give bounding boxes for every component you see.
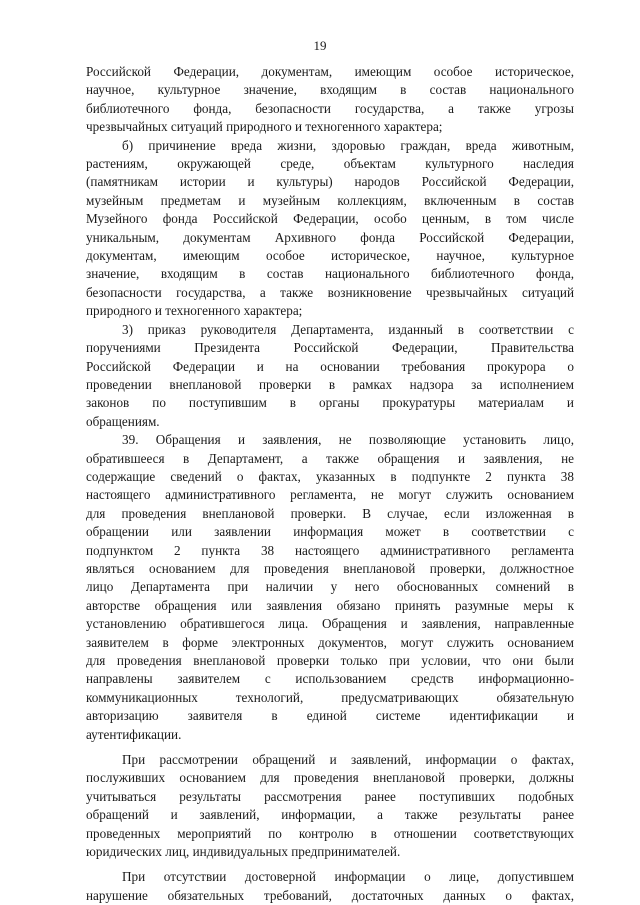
text-line: для проведения внеплановой проверки. В случае, если изложенная в (86, 505, 574, 521)
text-line: уникальным, документам Архивного фонда Российской Федерации, (86, 229, 574, 245)
text-line: учитываться результаты рассмотрения ранее поступивших подобных (86, 788, 574, 804)
text-line: обратившееся в Департамент, а также обращения и заявления, не (86, 450, 574, 466)
text-line: безопасности государства, а также возникновение чрезвычайных ситуаций (86, 284, 574, 300)
text-line: настоящего административного регламента, не могут служить основанием (86, 487, 574, 503)
paragraph (86, 431, 574, 744)
text-line: значение, входящим в состав национального библиотечного фонда, (86, 266, 574, 282)
text-line: растениям, окружающей среде, объектам культурного наследия (86, 156, 574, 172)
text-line: установлению обратившегося лица. Обращения и заявления, направленные (86, 616, 574, 632)
text-line: 39. Обращения и заявления, не позволяющие установить лицо, (122, 432, 574, 448)
text-line: являться основанием для проведения внеплановой проверки, должностное (86, 560, 574, 576)
text-line: для проведения внеплановой проверки только при условии, что они были (86, 653, 574, 668)
text-line: проведении внеплановой проверки в рамках надзора за исполнением (86, 376, 574, 392)
text-line: чрезвычайных ситуаций природного и техногенного характера; (86, 119, 443, 135)
paragraph (86, 868, 574, 905)
paragraph (86, 321, 574, 431)
text-line: авторизацию заявителя в единой системе идентификации и (86, 708, 574, 724)
text-line: обращений и заявлений, информации, а также результаты ранее (86, 807, 574, 823)
text-line: заявителем в форме электронных документов, могут служить основанием (86, 634, 574, 650)
text-line: 3) приказ руководителя Департамента, изданный в соответствии с (122, 321, 574, 337)
text-line: (памятникам истории и культуры) народов Российской Федерации, (86, 174, 574, 190)
text-line: При отсутствии достоверной информации о лице, допустившем (122, 869, 574, 885)
text-line: Российской Федерации и на основании требования прокурора о (86, 358, 574, 374)
text-line: б) причинение вреда жизни, здоровью граждан, вреда животным, (122, 137, 574, 153)
text-line: музейным предметам и музейным коллекциям, включенным в состав (86, 192, 574, 208)
text-line: обращениям. (86, 413, 160, 429)
text-line: Музейного фонда Российской Федерации, особо ценным, в том числе (86, 211, 574, 227)
text-line: лицо Департамента при наличии у него обоснованных сомнений в (86, 579, 574, 595)
text-line: проведенных мероприятий по контролю в отношении соответствующих (86, 825, 574, 841)
text-line: научное, культурное значение, входящим в состав национального (86, 82, 574, 98)
text-line: При рассмотрении обращений и заявлений, информации о фактах, (122, 752, 574, 768)
document-body (86, 63, 574, 905)
text-line: нарушение обязательных требований, достаточных данных о фактах, (86, 887, 574, 903)
text-line: коммуникационных технологий, предусматривающих обязательную (86, 689, 574, 705)
text-line: библиотечного фонда, безопасности государства, а также угрозы (86, 100, 574, 116)
text-line: обращении или заявлении информация может в соответствии с (86, 524, 574, 540)
text-line: содержащие сведений о фактах, указанных в подпункте 2 пункта 38 (86, 468, 574, 484)
text-line: природного и техногенного характера; (86, 303, 303, 319)
paragraph (86, 751, 574, 861)
text-line: подпунктом 2 пункта 38 настоящего административного регламента (86, 542, 574, 558)
page-number: 19 (313, 38, 327, 53)
text-line: авторстве обращения или заявления обязано принять разумные меры к (86, 597, 574, 613)
text-line: юридических лиц, индивидуальных предпринимателей. (86, 844, 401, 860)
text-line: законов по поступившим в органы прокуратуры материалам и (86, 395, 574, 411)
text-line: поручениями Президента Российской Федерации, Правительства (86, 340, 574, 356)
text-line: Российской Федерации, документам, имеющим особое историческое, (86, 64, 574, 79)
text-line: аутентификации. (86, 726, 182, 742)
text-line: послуживших основанием для проведения внеплановой проверки, должны (86, 770, 574, 786)
text-line: документам, имеющим особое историческое, научное, культурное (86, 248, 574, 264)
paragraph (86, 137, 574, 321)
text-line: направлены заявителем с использованием средств информационно- (86, 671, 574, 687)
paragraph (86, 63, 574, 137)
